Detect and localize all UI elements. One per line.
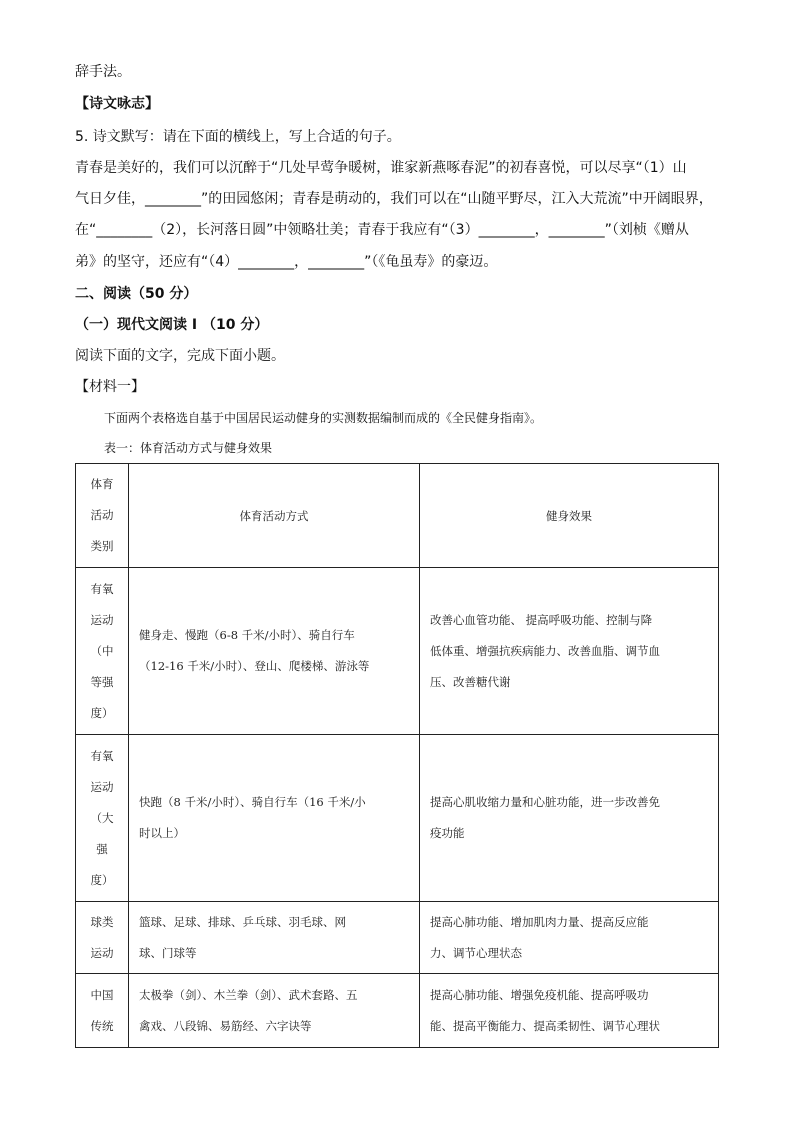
- table-header-row: [76, 464, 719, 568]
- row-category: 中国 传统: [76, 974, 129, 1048]
- row-method: 健身走、慢跑（6-8 千米/小时）、骑自行车 （12-16 千米/小时）、登山、爬楼梯、游泳等: [129, 568, 420, 735]
- material-label: 【材料一】: [75, 379, 145, 395]
- subsection-heading: （一）现代文阅读 I （10 分）: [75, 317, 269, 333]
- table-caption: 表一：体育活动方式与健身效果: [104, 441, 273, 455]
- text-line: 在“________（2），长河落日圆”中领略壮美；青春于我应有“（3）________，________”（刘桢《赠从: [75, 222, 689, 238]
- header-category: 体育 活动 类别: [76, 464, 129, 568]
- row-method: 太极拳（剑）、木兰拳（剑）、武术套路、五 禽戏、八段锦、易筋经、六字诀等: [129, 974, 420, 1048]
- text-line: 青春是美好的，我们可以沉醉于“几处早莺争暖树，谁家新燕啄春泥”的初春喜悦，可以尽享“（1）山: [75, 160, 687, 176]
- row-category: 有氧 运动 （大 强 度）: [76, 735, 129, 902]
- table-row: [76, 735, 719, 902]
- table-row: [76, 974, 719, 1048]
- row-category: 有氧 运动 （中 等强 度）: [76, 568, 129, 735]
- section-heading-poetry: 【诗文咏志】: [75, 96, 159, 112]
- row-effect: 提高心肌收缩力量和心脏功能，进一步改善免 疫功能: [420, 735, 719, 902]
- row-effect: 提高心肺功能、增强免疫机能、提高呼吸功 能、提高平衡能力、提高柔韧性、调节心理状: [420, 974, 719, 1048]
- fitness-table: [75, 463, 719, 1048]
- header-effect: 健身效果: [420, 464, 719, 568]
- text-line: 气日夕佳，________”的田园悠闲；青春是萌动的，我们可以在“山随平野尽，江入大荒流”中开阔眼界，: [75, 191, 713, 207]
- row-method: 快跑（8 千米/小时）、骑自行车（16 千米/小 时以上）: [129, 735, 420, 902]
- material-intro: 下面两个表格选自基于中国居民运动健身的实测数据编制而成的《全民健身指南》。: [104, 411, 543, 425]
- table-row: [76, 568, 719, 735]
- header-method: 体育活动方式: [129, 464, 420, 568]
- question-5-prompt: 5. 诗文默写：请在下面的横线上，写上合适的句子。: [75, 129, 401, 145]
- instruction-text: 阅读下面的文字，完成下面小题。: [75, 348, 285, 364]
- text-line: 弟》的坚守，还应有“（4）________，________”（《龟虽寿》的豪迈。: [75, 254, 498, 270]
- table-row: [76, 902, 719, 974]
- row-method: 篮球、足球、排球、乒乓球、羽毛球、网 球、门球等: [129, 902, 420, 974]
- row-effect: 提高心肺功能、增加肌肉力量、提高反应能 力、调节心理状态: [420, 902, 719, 974]
- text-line: 辞手法。: [75, 64, 131, 80]
- section-heading-reading: 二、阅读（50 分）: [75, 286, 198, 302]
- row-effect: 改善心血管功能、 提高呼吸功能、控制与降 低体重、增强抗疾病能力、改善血脂、调节血 压、改善糖代谢: [420, 568, 719, 735]
- row-category: 球类 运动: [76, 902, 129, 974]
